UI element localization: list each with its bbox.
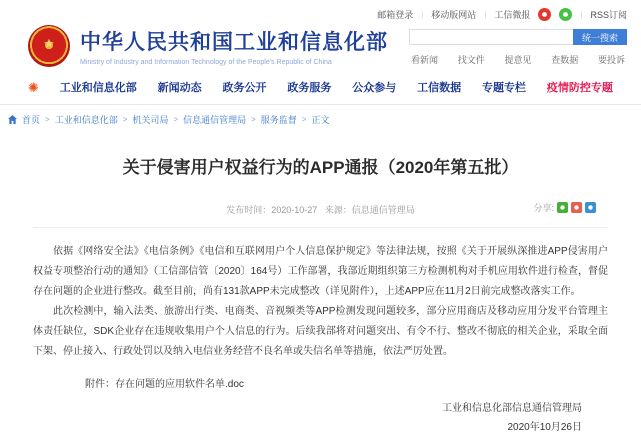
wechat-icon[interactable] [559,8,572,21]
nav-item-gov-service[interactable]: 政务服务 [287,82,332,94]
nav-item-gov-open[interactable]: 政务公开 [222,82,267,94]
article [0,153,641,437]
breadcrumb-separator: > [173,115,179,124]
breadcrumb-info-bureau[interactable]: 信息通信管理局 [183,115,247,125]
divider: | [484,10,487,19]
divider: | [421,10,424,19]
share-qq-icon[interactable] [585,202,596,213]
source-label: 来源：信息通信管理局 [324,205,415,215]
rss-link[interactable]: RSS订阅 [590,10,627,20]
page-title: 关于侵害用户权益行为的APP通报（2020年第五批） [122,158,519,177]
breadcrumb-miit[interactable]: 工业和信息化部 [54,115,118,125]
site-title-cn: 中华人民共和国工业和信息化部 [80,31,388,54]
search-button[interactable]: 统一搜索 [573,29,627,45]
nav-item-topics[interactable]: 专题专栏 [482,82,527,94]
breadcrumb-separator: > [251,115,256,124]
meta-divider [33,227,608,228]
breadcrumb-current: 正文 [311,115,330,125]
breadcrumb-departments[interactable]: 机关司局 [132,115,169,125]
quick-link-files[interactable]: 找文件 [457,55,485,65]
article-meta [33,203,608,216]
breadcrumb-home[interactable]: 首页 [22,115,41,125]
weibo-icon[interactable] [538,8,551,21]
signature-org: 工业和信息化部信息通信管理局 [442,403,582,414]
attachment-link[interactable]: 附件：存在问题的应用软件名单.doc [85,379,244,390]
nav-item-data[interactable]: 工信数据 [417,82,462,94]
main-nav [0,67,641,95]
gongxin-weibo-link[interactable]: 工信微报 [494,10,531,20]
quick-link-news[interactable]: 看新闻 [411,55,439,65]
site-title-en: Ministry of Industry and Information Technology of the People's Republic of China [80,59,332,66]
mail-login-link[interactable]: 邮箱登录 [377,10,414,20]
share-label: 分享: [533,203,554,213]
share-wechat-icon[interactable] [557,202,568,213]
breadcrumb [0,105,641,126]
search-input[interactable] [409,29,573,45]
home-icon [8,115,17,124]
quick-link-complaint[interactable]: 要投诉 [597,55,625,65]
search-quick-links [409,53,627,66]
top-utility-bar [0,0,641,21]
miit-gear-icon: ✺ [28,79,39,95]
paragraph-2: 此次检测中，输入法类、旅游出行类、电商类、音视频类等APP检测发现问题较多，部分应用商店及移动应用分发平台管理主体责任缺位，SDK企业存在违规收集用户个人信息的行为。后续我部将对问题突出、有令不行、整改不彻底的相关企业，采取全面下架、停止接入、行政处罚以及纳入电信业务经营不良名单或失信名单等措施，依法严厉处置。 [33,306,608,357]
quick-link-data[interactable]: 查数据 [551,55,579,65]
share-weibo-icon[interactable] [571,202,582,213]
national-emblem-icon [28,25,70,67]
paragraph-1: 依据《网络安全法》《电信条例》《电信和互联网用户个人信息保护规定》等法律法规，按照《关于开展纵深推进APP侵害用户权益专项整治行动的通知》（工信部信管〔2020〕164号）工作部署，我部近期组织第三方检测机构对手机应用软件进行检查，督促存在问题的企业进行整改。截至目前，尚有131款APP未完成整改（详见附件），上述APP应在11月2日前完成整改落实工作。 [33,246,608,297]
nav-item-epidemic[interactable]: 疫情防控专题 [546,82,613,94]
mobile-site-link[interactable]: 移动版网站 [431,10,477,20]
site-header [0,21,641,67]
brand-text [80,26,388,66]
quick-link-suggest[interactable]: 提意见 [504,55,532,65]
divider: | [580,10,583,19]
emblem-star: ★ [43,35,55,51]
share-bar [533,201,596,214]
article-body [33,242,608,362]
nav-item-news[interactable]: 新闻动态 [157,82,202,94]
publish-time: 发布时间：2020-10-27 [226,205,318,215]
signature-block [33,399,608,437]
site-logo[interactable] [28,25,388,67]
breadcrumb-separator: > [122,115,128,124]
breadcrumb-separator: > [301,115,307,124]
breadcrumb-separator: > [45,115,50,124]
signature-date: 2020年10月26日 [507,422,582,433]
nav-item-participation[interactable]: 公众参与 [352,82,397,94]
search-area [409,29,627,66]
breadcrumb-supervision[interactable]: 服务监督 [260,115,297,125]
nav-item-miit[interactable]: 工业和信息化部 [59,82,137,94]
